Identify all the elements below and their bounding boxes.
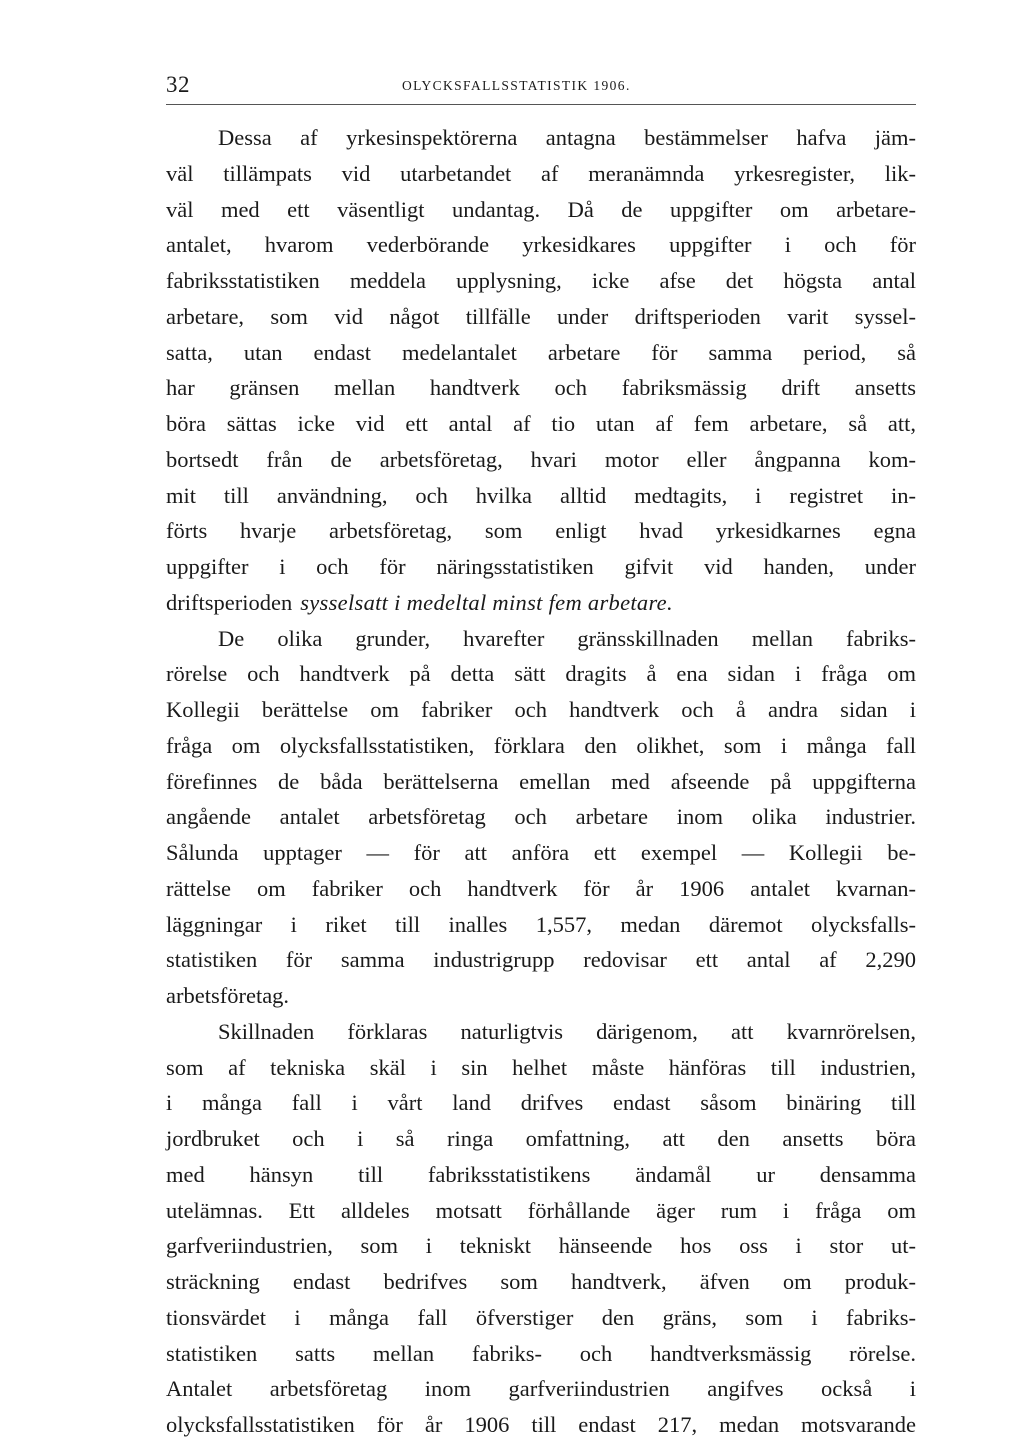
text-line: med hänsyn till fabriksstatistikens ändamål ur densamma [166,1161,916,1187]
text-line: satta, utan endast medelantalet arbetare för samma period, så [166,339,916,365]
text-line: som af tekniska skäl i sin helhet måste hänföras till industrien, [166,1054,916,1080]
text-line: tionsvärdet i många fall öfverstiger den gräns, som i fabriks- [166,1304,916,1330]
text-line: jordbruket och i så ringa omfattning, att den ansetts böra [166,1126,916,1151]
text-line: sträckning endast bedrifves som handtverk, äfven om produk- [166,1269,916,1294]
text-line: uppgifter i och för näringsstatistiken gifvit vid handen, under [166,554,916,579]
text-line: statistiken för samma industrigrupp redovisar ett antal af 2,290 [166,947,916,973]
text-line: har gränsen mellan handtverk och fabriksmässig drift ansetts [166,375,916,401]
text-line: Skillnaden förklaras naturligtvis därigenom, att kvarnrörelsen, [218,1018,916,1044]
text-line: utelämnas. Ett alldeles motsatt förhållande äger rum i fråga om [166,1197,916,1223]
text-line: förefinnes de båda berättelserna emellan med afseende på uppgifterna [166,768,916,794]
text-line: rörelse och handtverk på detta sätt dragits å ena sidan i fråga om [166,661,916,687]
text-line: Dessa af yrkesinspektörerna antagna bestämmelser hafva jäm- [218,125,916,150]
text-line: rättelse om fabriker och handtverk för år 1906 antalet kvarnan- [166,875,916,901]
text-line: arbetare, som vid något tillfälle under driftsperioden varit syssel- [166,303,916,329]
header-rule [166,104,916,105]
text-line: väl tillämpats vid utarbetandet af meranämnda yrkesregister, lik- [166,160,916,186]
text-line: antalet, hvarom vederbörande yrkesidkares uppgifter i och för [166,232,916,258]
text-line: Sålunda upptager — för att anföra ett exempel — Kollegii be- [166,840,916,865]
text-line: arbetsföretag. [166,983,290,1008]
text-line-lead: driftsperioden [166,589,293,615]
body-text [166,120,916,1443]
text-line: böra sättas icke vid ett antal af tio utan af fem arbetare, så att, [166,411,916,436]
text-line: läggningar i riket till inalles 1,557, medan däremot olycksfalls- [166,911,916,937]
text-line: Antalet arbetsföretag inom garfveriindustrien angifves också i [166,1376,916,1402]
text-line: De olika grunder, hvarefter gränsskillnaden mellan fabriks- [218,625,916,651]
text-line: fråga om olycksfallsstatistiken, förklara den olikhet, som i många fall [166,732,916,758]
text-line: angående antalet arbetsföretag och arbetare inom olika industrier. [166,804,916,830]
text-line: garfveriindustrien, som i tekniskt hänseende hos oss i stor ut- [166,1233,916,1259]
text-line: Kollegii berättelse om fabriker och handtverk och å andra sidan i [166,697,916,722]
text-line: förts hvarje arbetsföretag, som enligt hvad yrkesidkarnes egna [166,518,916,544]
text-line: fabriksstatistiken meddela upplysning, icke afse det högsta antal [166,268,916,293]
text-line [166,585,916,621]
italic-phrase: sysselsatt i medeltal minst fem arbetare. [300,589,673,615]
text-line: i många fall i vårt land drifves endast såsom binäring till [166,1090,916,1116]
page-number: 32 [166,72,190,97]
running-head [166,72,916,102]
text-line: väl med ett väsentligt undantag. Då de uppgifter om arbetare- [166,196,916,222]
text-line: statistiken satts mellan fabriks- och handtverksmässig rörelse. [166,1340,916,1366]
text-line: olycksfallsstatistiken för år 1906 till endast 217, medan motsvarande [166,1412,916,1437]
running-title: OLYCKSFALLSSTATISTIK 1906. [402,78,631,93]
text-line: bortsedt från de arbetsföretag, hvari motor eller ångpanna kom- [166,446,916,472]
text-line: mit till användning, och hvilka alltid medtagits, i registret in- [166,482,916,508]
